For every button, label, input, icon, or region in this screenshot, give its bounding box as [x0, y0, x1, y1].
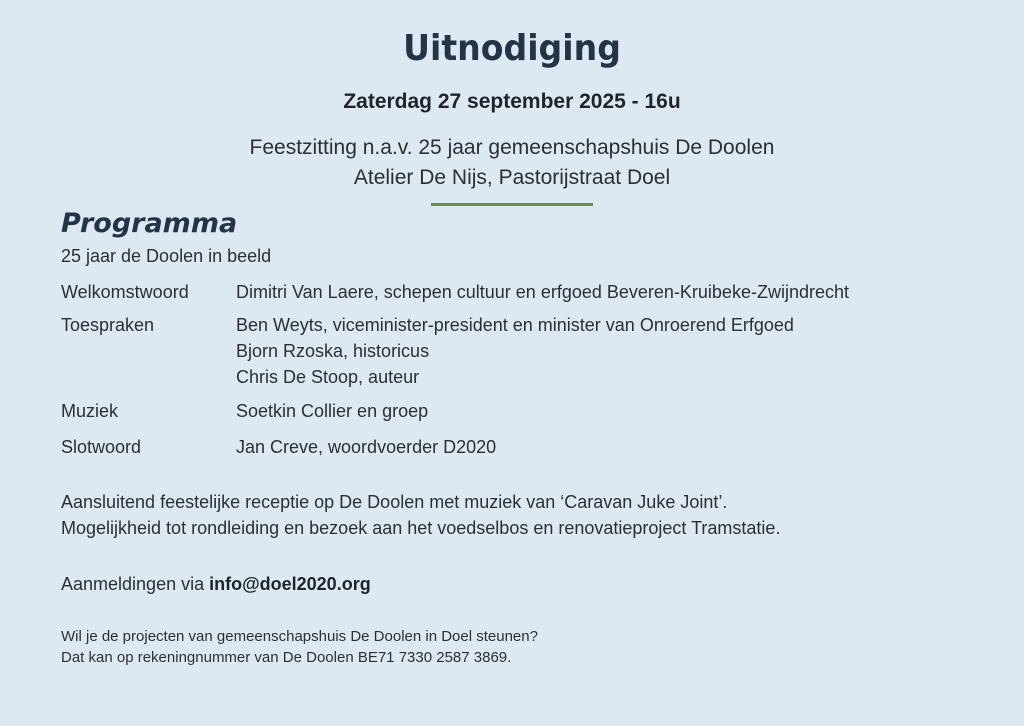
programme-intro: 25 jaar de Doolen in beeld: [61, 246, 272, 266]
registration-prefix: Aanmeldingen via: [61, 574, 210, 594]
reception-line-1: Aansluitend feestelijke receptie op De Doolen met muziek van ‘Caravan Juke Joint’.: [61, 492, 728, 512]
programme-item-value: Bjorn Rzoska, historicus: [236, 341, 430, 361]
support-line-1: Wil je de projecten van gemeenschapshuis De Doolen in Doel steunen?: [61, 628, 538, 645]
programme-item-value: Soetkin Collier en groep: [236, 401, 429, 421]
programme-item-values: [236, 398, 428, 424]
programme-item-value: Ben Weyts, viceminister-president en minister van Onroerend Erfgoed: [236, 315, 794, 335]
invitation-title: Uitnodiging: [403, 28, 621, 69]
reception-paragraph: [61, 489, 780, 541]
programme-item-label: Toespraken: [61, 315, 155, 335]
programme-item-values: [236, 279, 849, 305]
reception-line-2: Mogelijkheid tot rondleiding en bezoek aan het voedselbos en renovatieproject Tramstatie.: [61, 518, 781, 538]
programme-item-values: [236, 434, 496, 460]
support-line-2: Dat kan op rekeningnummer van De Doolen BE71 7330 2587 3869.: [61, 649, 512, 666]
programme-heading: Programma: [61, 208, 238, 239]
registration-email-link[interactable]: info@doel2020.org: [209, 574, 371, 594]
registration-line: [61, 571, 371, 597]
green-divider: [431, 203, 593, 206]
occasion-line-1: Feestzitting n.a.v. 25 jaar gemeenschapshuis De Doolen: [249, 136, 775, 159]
event-date: Zaterdag 27 september 2025 - 16u: [343, 90, 681, 113]
programme-item-label: Muziek: [61, 401, 119, 421]
programme-item-value: Chris De Stoop, auteur: [236, 367, 420, 387]
occasion-line-2: Atelier De Nijs, Pastorijstraat Doel: [353, 166, 671, 189]
programme-item-label: Welkomstwoord: [61, 282, 189, 302]
programme-item-values: [236, 312, 794, 390]
programme-item-label: Slotwoord: [61, 437, 142, 457]
event-occasion: [0, 133, 1024, 193]
support-paragraph: [61, 626, 538, 668]
programme-item-value: Dimitri Van Laere, schepen cultuur en erfgoed Beveren-Kruibeke-Zwijndrecht: [236, 282, 849, 302]
programme-item-value: Jan Creve, woordvoerder D2020: [236, 437, 497, 457]
